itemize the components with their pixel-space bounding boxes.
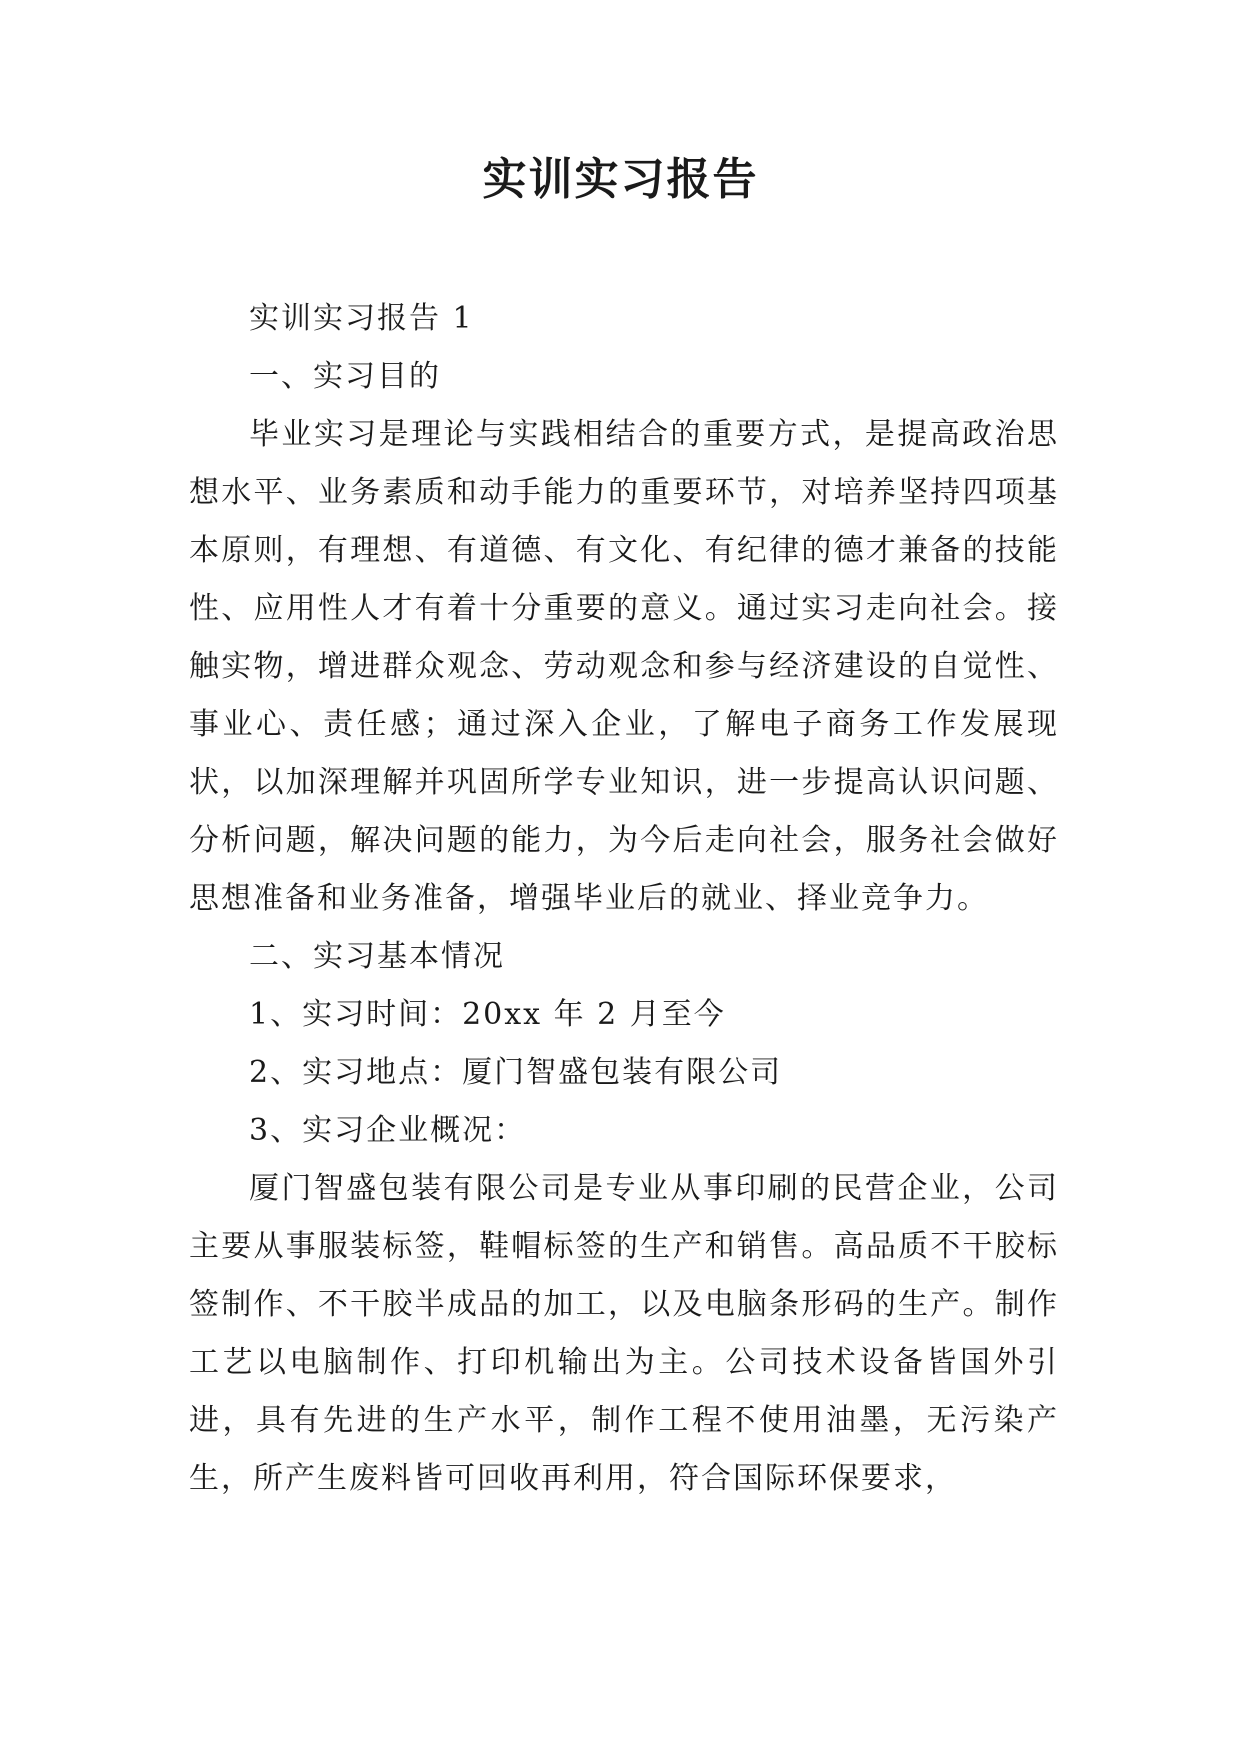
section-heading: 一、实习目的 bbox=[249, 359, 441, 394]
paragraph: 毕业实习是理论与实践相结合的重要方式，是提高政治思想水平、业务素质和动手能力的重要环节，对培养坚持四项基本原则，有理想、有道德、有文化、有纪律的德才兼备的技能性、应用性人才有着十分重要的意义。通过实习走向社会。接触实物，增进群众观念、劳动观念和参与经济建设的自觉性、事业心、责任感；通过深入企业，了解电子商务工作发展现状，以加深理解并巩固所学专业知识，进一步提高认识问题、分析问题，解决问题的能力，为今后走向社会，服务社会做好思想准备和业务准备，增强毕业后的就业、择业竞争力。 bbox=[189, 417, 1059, 916]
section-heading: 实训实习报告 1 bbox=[249, 301, 474, 336]
document-body bbox=[189, 290, 1059, 1508]
list-item: 1、实习时间：20xx 年 2 月至今 bbox=[249, 997, 726, 1032]
page-title: 实训实习报告 bbox=[482, 154, 759, 205]
list-item: 2、实习地点：厦门智盛包装有限公司 bbox=[249, 1055, 783, 1090]
list-item: 3、实习企业概况： bbox=[249, 1113, 527, 1148]
section-heading: 二、实习基本情况 bbox=[249, 939, 505, 974]
paragraph: 厦门智盛包装有限公司是专业从事印刷的民营企业，公司主要从事服装标签，鞋帽标签的生产和销售。高品质不干胶标签制作、不干胶半成品的加工，以及电脑条形码的生产。制作工艺以电脑制作、打印机输出为主。公司技术设备皆国外引进，具有先进的生产水平，制作工程不使用油墨，无污染产生，所产生废料皆可回收再利用，符合国际环保要求， bbox=[189, 1171, 1059, 1496]
